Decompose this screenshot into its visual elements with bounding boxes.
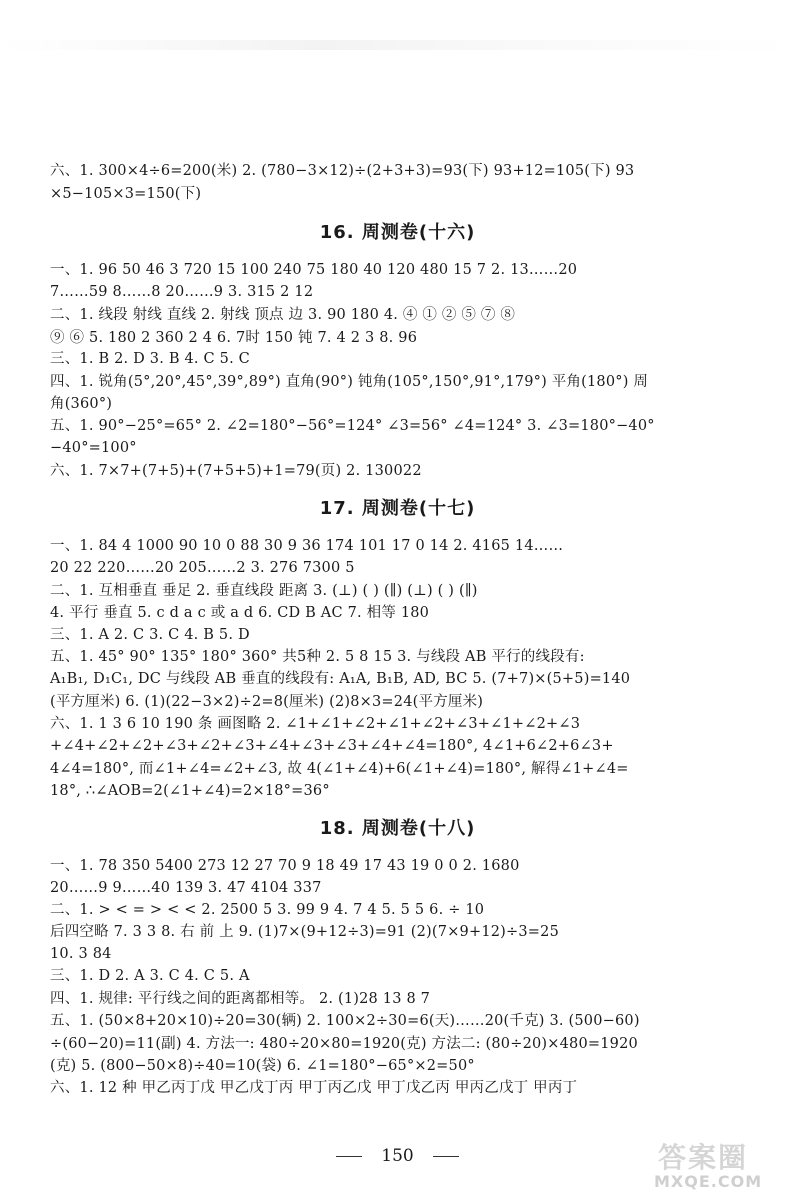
watermark-top-text: 答案圈 <box>658 1141 749 1174</box>
answer-line: 20 22 220……20 205……2 3. 276 7300 5 <box>50 560 355 576</box>
answer-line: ⑨ ⑥ 5. 180 2 360 2 4 6. 7时 150 钝 7. 4 2 3 8. 96 <box>50 330 418 346</box>
answer-line: (克) 5. (800−50×8)÷40=10(袋) 6. ∠1=180°−65°×2=50° <box>50 1058 475 1074</box>
answer-line: 二、1. 互相垂直 垂足 2. 垂直线段 距离 3. (⊥) ( ) (∥) (⊥) ( ) (∥) <box>50 583 478 599</box>
answer-line: 4∠4=180°, 而∠1+∠4=∠2+∠3, 故 4(∠1+∠4)+6(∠1+∠4)=180°, 解得∠1+∠4= <box>50 761 629 777</box>
answer-line: 六、1. 300×4÷6=200(米) 2. (780−3×12)÷(2+3+3)=93(下) 93+12=105(下) 93 <box>50 163 635 179</box>
answer-line: 六、1. 1 3 6 10 190 条 画图略 2. ∠1+∠1+∠2+∠1+∠2+∠3+∠1+∠2+∠3 <box>50 716 581 732</box>
answer-line: 一、1. 78 350 5400 273 12 27 70 9 18 49 17 43 19 0 0 2. 1680 <box>50 858 520 874</box>
answer-line: 六、1. 7×7+(7+5)+(7+5+5)+1=79(页) 2. 130022 <box>50 463 422 479</box>
answer-line: 二、1. > < = > < < 2. 2500 5 3. 99 9 4. 7 4 5. 5 5 6. ÷ 10 <box>50 902 485 918</box>
answer-line: −40°=100° <box>50 440 137 456</box>
answer-line: (平方厘米) 6. (1)(22−3×2)÷2=8(厘米) (2)8×3=24(平方厘米) <box>50 694 484 710</box>
answer-line: 4. 平行 垂直 5. c d a c 或 a d 6. CD B AC 7. 相等 180 <box>50 605 430 621</box>
answer-line: +∠4+∠2+∠2+∠3+∠2+∠3+∠4+∠3+∠3+∠4+∠4=180°, 4∠1+6∠2+6∠3+ <box>50 738 614 754</box>
page-number-value: 150 <box>381 1146 414 1166</box>
answer-line: ×5−105×3=150(下) <box>50 186 202 202</box>
scan-artifact <box>0 40 795 50</box>
answer-line: 三、1. A 2. C 3. C 4. B 5. D <box>50 627 250 643</box>
answer-line: 四、1. 规律: 平行线之间的距离都相等。 2. (1)28 13 8 7 <box>50 991 431 1007</box>
answer-line: 五、1. 90°−25°=65° 2. ∠2=180°−56°=124° ∠3=56° ∠4=124° 3. ∠3=180°−40° <box>50 418 655 434</box>
answer-line: 二、1. 线段 射线 直线 2. 射线 顶点 边 3. 90 180 4. ④ ① ② ⑤ ⑦ ⑧ <box>50 307 516 323</box>
answer-line: 三、1. B 2. D 3. B 4. C 5. C <box>50 351 250 367</box>
answer-line: 六、1. 12 种 甲乙丙丁戊 甲乙戊丁丙 甲丁丙乙戊 甲丁戊乙丙 甲丙乙戊丁 甲丙丁 <box>50 1080 578 1096</box>
answer-line: 一、1. 96 50 46 3 720 15 100 240 75 180 40 120 480 15 7 2. 13……20 <box>50 262 578 278</box>
watermark-logo <box>650 1136 790 1198</box>
answer-line: 角(360°) <box>50 396 113 412</box>
answer-line: 一、1. 84 4 1000 90 10 0 88 30 9 36 174 101 17 0 14 2. 4165 14…… <box>50 538 564 554</box>
answer-line: 后四空略 7. 3 3 8. 右 前 上 9. (1)7×(9+12÷3)=91 (2)(7×9+12)÷3=25 <box>50 924 560 940</box>
answer-line: 18°, ∴∠AOB=2(∠1+∠4)=2×18°=36° <box>50 783 330 799</box>
section-title-16: 16. 周测卷(十六) <box>319 222 476 243</box>
answer-line: 三、1. D 2. A 3. C 4. C 5. A <box>50 968 250 984</box>
page-number-dash-right <box>433 1156 459 1157</box>
answer-line: 20……9 9……40 139 3. 47 4104 337 <box>50 880 322 896</box>
section-title-17: 17. 周测卷(十七) <box>319 498 476 519</box>
answer-line: 五、1. 45° 90° 135° 180° 360° 共5种 2. 5 8 15 3. 与线段 AB 平行的线段有: <box>50 649 585 665</box>
answer-line: 7……59 8……8 20……9 3. 315 2 12 <box>50 284 314 300</box>
answer-line: 10. 3 84 <box>50 946 112 962</box>
answer-line: 五、1. (50×8+20×10)÷20=30(辆) 2. 100×2÷30=6(天)……20(千克) 3. (500−60) <box>50 1013 640 1029</box>
answer-line: 四、1. 锐角(5°,20°,45°,39°,89°) 直角(90°) 钝角(105°,150°,91°,179°) 平角(180°) 周 <box>50 374 649 390</box>
section-title-18: 18. 周测卷(十八) <box>319 818 476 839</box>
page-number-dash-left <box>336 1156 362 1157</box>
answer-line: A₁B₁, D₁C₁, DC 与线段 AB 垂直的线段有: A₁A, B₁B, AD, BC 5. (7+7)×(5+5)=140 <box>50 671 631 687</box>
watermark-bottom-text: MXQE.COM <box>654 1172 763 1191</box>
answer-line: ÷(60−20)=11(副) 4. 方法一: 480÷20×80=1920(克) 方法二: (80÷20)×480=1920 <box>50 1036 638 1052</box>
